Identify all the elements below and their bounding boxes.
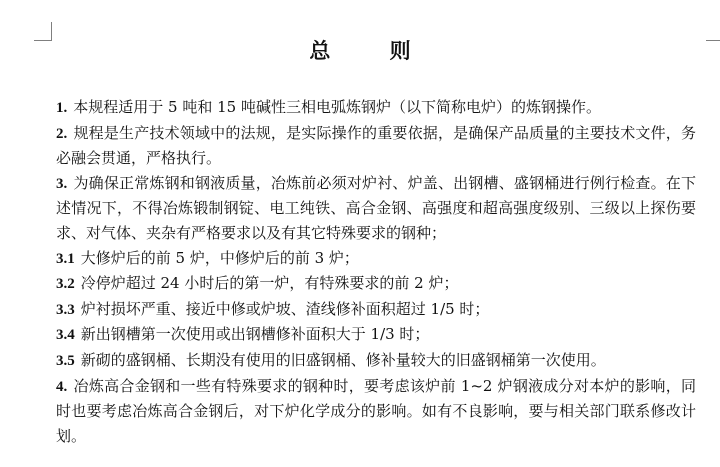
- paragraph-1: [56, 95, 696, 121]
- paragraph-number: 1.: [56, 100, 68, 116]
- paragraph-text: 冶炼高合金钢和一些有特殊要求的钢种时，要考虑该炉前 1~2 炉钢液成分对本炉的影响，同时也要考虑冶炼高合金钢后，对下炉化学成分的影响。如有不良影响，要与相关部门联系修改计划。: [56, 376, 696, 445]
- paragraph-2: [56, 121, 696, 171]
- paragraph-4: [56, 374, 696, 449]
- paragraph-number: 3.: [56, 175, 68, 192]
- paragraph-number: 3.5: [56, 352, 75, 369]
- paragraph-text: 为确保正常炼钢和钢液质量，冶炼前必须对炉衬、炉盖、出钢槽、盛钢桶进行例行检查。在下述情况下，不得冶炼锻制钢锭、电工纯铁、高合金钢、高强度和超高强度级别、三级以上探伤要求、对气体、夹杂有严格要求以及有其它特殊要求的钢种；: [56, 173, 696, 242]
- paragraph-3: [56, 171, 696, 246]
- paragraph-number: 2.: [56, 125, 68, 142]
- paragraph-3-3: [56, 297, 696, 323]
- document-body: [56, 95, 696, 448]
- paragraph-text: 冷停炉超过 24 小时后的第一炉，有特殊要求的前 2 炉；: [80, 274, 459, 293]
- document-title: 总 则: [309, 39, 437, 63]
- paragraph-3-5: [56, 348, 696, 374]
- paragraph-text: 炉衬损坏严重、接近中修或炉坡、渣线修补面积超过 1/5 时；: [80, 299, 490, 318]
- paragraph-text: 新出钢槽第一次使用或出钢槽修补面积大于 1/3 时；: [80, 325, 430, 344]
- paragraph-number: 4.: [56, 378, 68, 395]
- paragraph-number: 3.4: [56, 327, 75, 344]
- paragraph-number: 3.3: [56, 301, 75, 318]
- paragraph-text: 新砌的盛钢桶、长期没有使用的旧盛钢桶、修补量较大的旧盛钢桶第一次使用。: [80, 350, 606, 369]
- paragraph-text: 规程是生产技术领域中的法规，是实际操作的重要依据，是确保产品质量的主要技术文件，务必融会贯通，严格执行。: [56, 123, 696, 168]
- paragraph-3-1: [56, 246, 696, 272]
- paragraph-text: 本规程适用于 5 吨和 15 吨碱性三相电弧炼钢炉（以下简称电炉）的炼钢操作。: [73, 98, 601, 116]
- paragraph-number: 3.1: [56, 250, 75, 267]
- paragraph-3-2: [56, 271, 696, 297]
- paragraph-text: 大修炉后的前 5 炉，中修炉后的前 3 炉；: [80, 248, 359, 267]
- paragraph-number: 3.2: [56, 276, 75, 293]
- paragraph-3-4: [56, 322, 696, 348]
